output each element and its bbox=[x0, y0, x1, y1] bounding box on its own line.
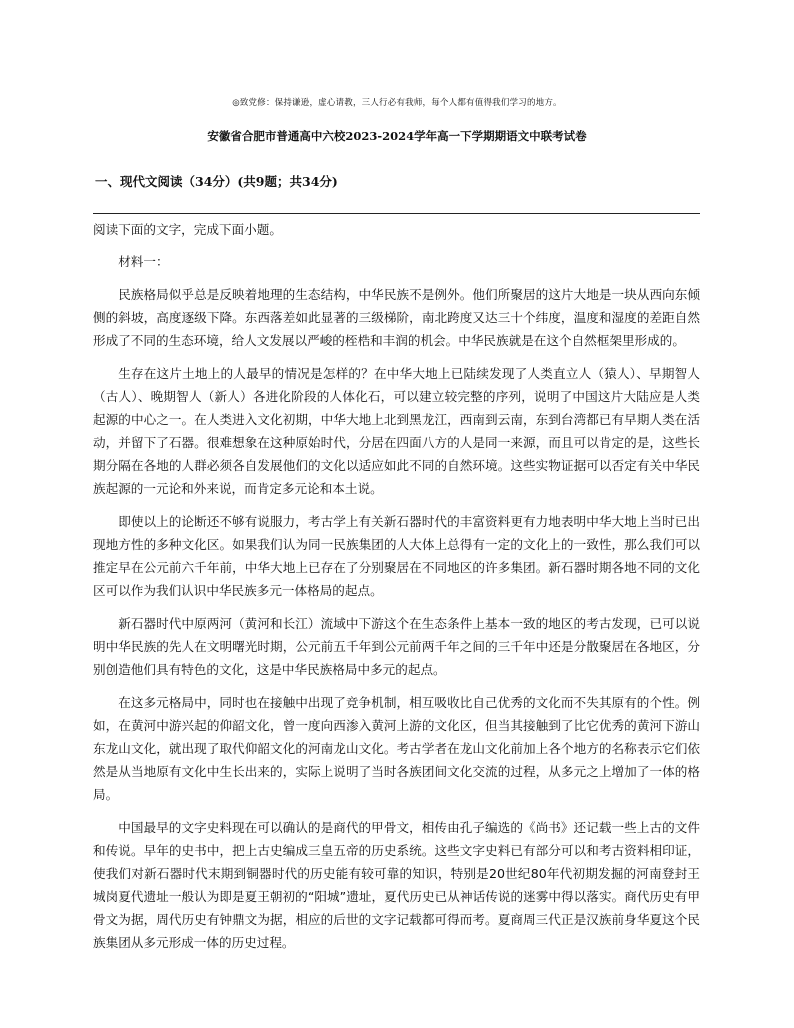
exam-title: 安徽省合肥市普通高中六校2023-2024学年高一下学期期语文中联考试卷 bbox=[207, 129, 587, 143]
reading-content bbox=[93, 218, 700, 964]
reading-instruction: 阅读下面的文字，完成下面小题。 bbox=[93, 222, 282, 237]
paragraph-6: 中国最早的文字史料现在可以确认的是商代的甲骨文，相传由孔子编选的《尚书》还记载一些上古的文件和传说。早年的史书中，把上古史编成三皇五帝的历史系统。这些文字史料已有部分可以和考古资料相印证，使我们对新石器时代末期到铜器时代的历史能有较可靠的知识，特别是20世纪80年代初期发掘的河南登封王城岗夏代遗址一般认为即是夏王朝初的“阳城”遗址，夏代历史已从神话传说的迷雾中得以落实。商代历史有甲骨文为据，周代历史有钟鼎文为据，相应的后世的文字记载都可得而考。夏商周三代正是汉族前身华夏这个民族集团从多元形成一体的历史过程。 bbox=[93, 820, 700, 950]
paragraph-5: 在这多元格局中，同时也在接触中出现了竞争机制，相互吸收比自己优秀的文化而不失其原有的个性。例如，在黄河中游兴起的仰韶文化，曾一度向西渗入黄河上游的文化区，但当其接触到了比它优秀的黄河下游山东龙山文化，就出现了取代仰韶文化的河南龙山文化。考古学者在龙山文化前加上各个地方的名称表示它们依然是从当地原有文化中生长出来的，实际上说明了当时各族团间文化交流的过程，从多元之上增加了一体的格局。 bbox=[93, 695, 700, 802]
section-divider bbox=[93, 213, 700, 214]
section-heading: 一、现代文阅读（34分）(共9题；共34分) bbox=[95, 174, 338, 189]
paragraph-2: 生存在这片土地上的人最早的情况是怎样的？在中华大地上已陆续发现了人类直立人（猿人）、早期智人（古人）、晚期智人（新人）各进化阶段的人体化石，可以建立较完整的序列，说明了中国这片大陆应是人类起源的中心之一。在人类进入文化初期，中华大地上北到黑龙江，西南到云南，东到台湾都已有早期人类在活动，并留下了石器。很难想象在这种原始时代，分居在四面八方的人是同一来源，而且可以肯定的是，这些长期分隔在各地的人群必须各自发展他们的文化以适应如此不同的自然环境。这些实物证据可以否定有关中华民族起源的一元论和外来说，而肯定多元论和本土说。 bbox=[93, 366, 700, 496]
paragraph-3: 即使以上的论断还不够有说服力，考古学上有关新石器时代的丰富资料更有力地表明中华大地上当时已出现地方性的多种文化区。如果我们认为同一民族集团的人大体上总得有一定的文化上的一致性，那么我们可以推定早在公元前六千年前，中华大地上已存在了分别聚居在不同地区的许多集团。新石器时期各地不同的文化区可以作为我们认识中华民族多元一体格局的起点。 bbox=[93, 514, 700, 598]
paragraph-1: 民族格局似乎总是反映着地理的生态结构，中华民族不是例外。他们所聚居的这片大地是一块从西向东倾侧的斜坡，高度逐级下降。东西落差如此显著的三级梯阶，南北跨度又达三十个纬度，温度和湿度的差距自然形成了不同的生态环境，给人文发展以严峻的桎梏和丰润的机会。中华民族就是在这个自然框架里形成的。 bbox=[93, 287, 700, 348]
material-label: 材料一： bbox=[118, 254, 169, 269]
paragraph-4: 新石器时代中原两河（黄河和长江）流域中下游这个在生态条件上基本一致的地区的考古发现，已可以说明中华民族的先人在文明曙光时期，公元前五千年到公元前两千年之间的三千年中还是分散聚居在各地区，分别创造他们具有特色的文化，这是中华民族格局中多元的起点。 bbox=[93, 616, 700, 677]
header-motto: ◎致党修：保持谦逊，虚心请教，三人行必有我师，每个人都有值得我们学习的地方。 bbox=[232, 98, 562, 108]
